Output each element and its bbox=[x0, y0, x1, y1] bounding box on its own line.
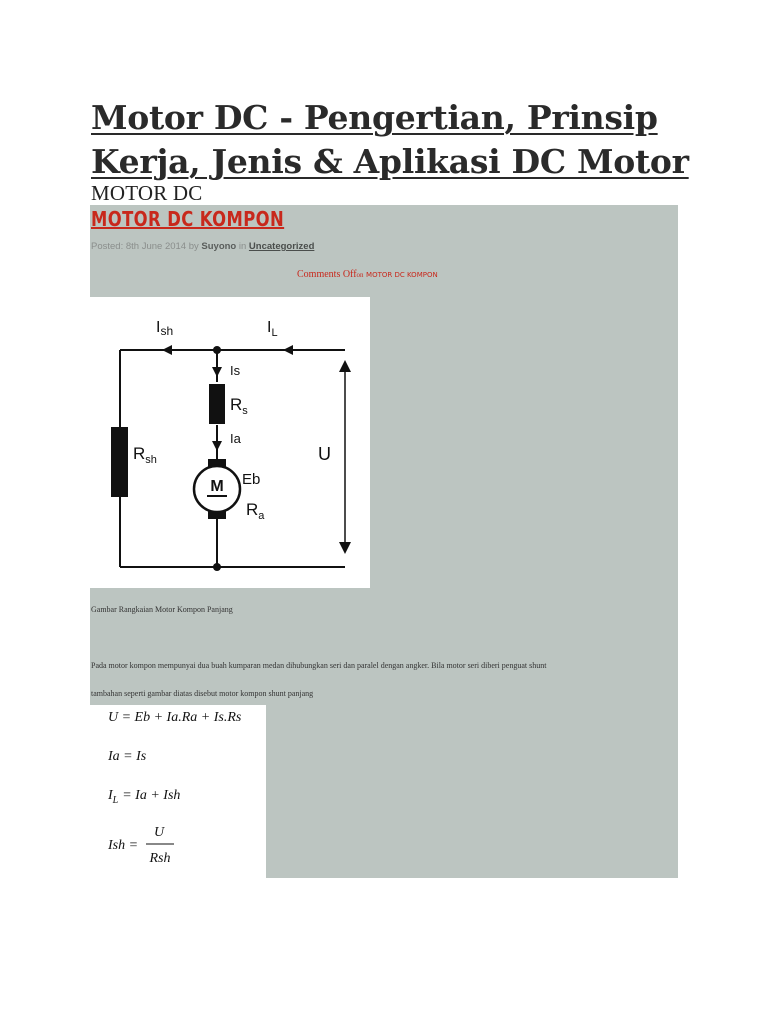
page-subtitle: MOTOR DC bbox=[91, 181, 203, 205]
category-link[interactable]: Uncategorized bbox=[248, 241, 315, 252]
junction-bottom bbox=[213, 563, 221, 571]
arrow-ish bbox=[162, 345, 172, 355]
label-ish: Ish bbox=[156, 319, 174, 338]
comments-off-label: Comments Off bbox=[297, 269, 357, 280]
label-motor: M bbox=[210, 478, 224, 495]
rs-resistor bbox=[209, 384, 225, 424]
formula-1: U = Eb + Ia.Ra + Is.Rs bbox=[108, 710, 242, 725]
figure-caption: Gambar Rangkaian Motor Kompon Panjang bbox=[91, 605, 233, 614]
junction-top bbox=[213, 346, 221, 354]
comments-status bbox=[297, 269, 438, 280]
circuit-diagram bbox=[90, 297, 370, 588]
label-rs: $R_s$ bbox=[230, 395, 248, 417]
formula-2: Ia = Is bbox=[108, 749, 147, 764]
voltage-arrow bbox=[339, 360, 351, 554]
formula-3: $I_L = Ia$ + Ish bbox=[108, 788, 181, 806]
arrow-is bbox=[212, 367, 222, 377]
paragraph-line-2: tambahan seperti gambar diatas disebut motor kompon shunt panjang bbox=[91, 689, 314, 698]
in-label: in bbox=[238, 241, 247, 252]
arrow-il bbox=[283, 345, 293, 355]
page-title: Motor DC - Pengertian, Prinsip Kerja, Jenis & Aplikasi DC Motor bbox=[91, 98, 689, 181]
label-is: Is bbox=[230, 363, 241, 378]
label-ra: $R_a$ bbox=[246, 500, 265, 522]
post-title-link[interactable]: MOTOR DC KOMPON bbox=[91, 207, 285, 231]
post-meta bbox=[91, 241, 314, 252]
label-ia: Ia bbox=[230, 431, 241, 446]
rsh-resistor bbox=[111, 427, 128, 497]
formula-4-denominator: Rsh bbox=[149, 851, 171, 866]
paragraph-line-1: Pada motor kompon mempunyai dua buah kumparan medan dihubungkan seri dan paralel dengan angker. Bila motor seri diberi penguat shunt bbox=[91, 661, 547, 670]
label-eb: Eb bbox=[242, 471, 261, 488]
arrow-ia bbox=[212, 441, 222, 451]
comments-on-label: on bbox=[356, 271, 364, 279]
formula-box bbox=[90, 705, 266, 878]
label-rsh: $R_{sh}$ bbox=[133, 444, 157, 466]
posted-label: Posted: 8th June 2014 by bbox=[91, 241, 199, 252]
formula-4-numerator: U bbox=[153, 825, 165, 840]
label-u: U bbox=[318, 444, 331, 464]
label-il: $I_L$ bbox=[267, 319, 278, 339]
formula-4-lhs: Ish = bbox=[108, 838, 139, 853]
author-link[interactable]: Suyono bbox=[201, 241, 237, 252]
comments-post-name: MOTOR DC KOMPON bbox=[366, 271, 438, 279]
